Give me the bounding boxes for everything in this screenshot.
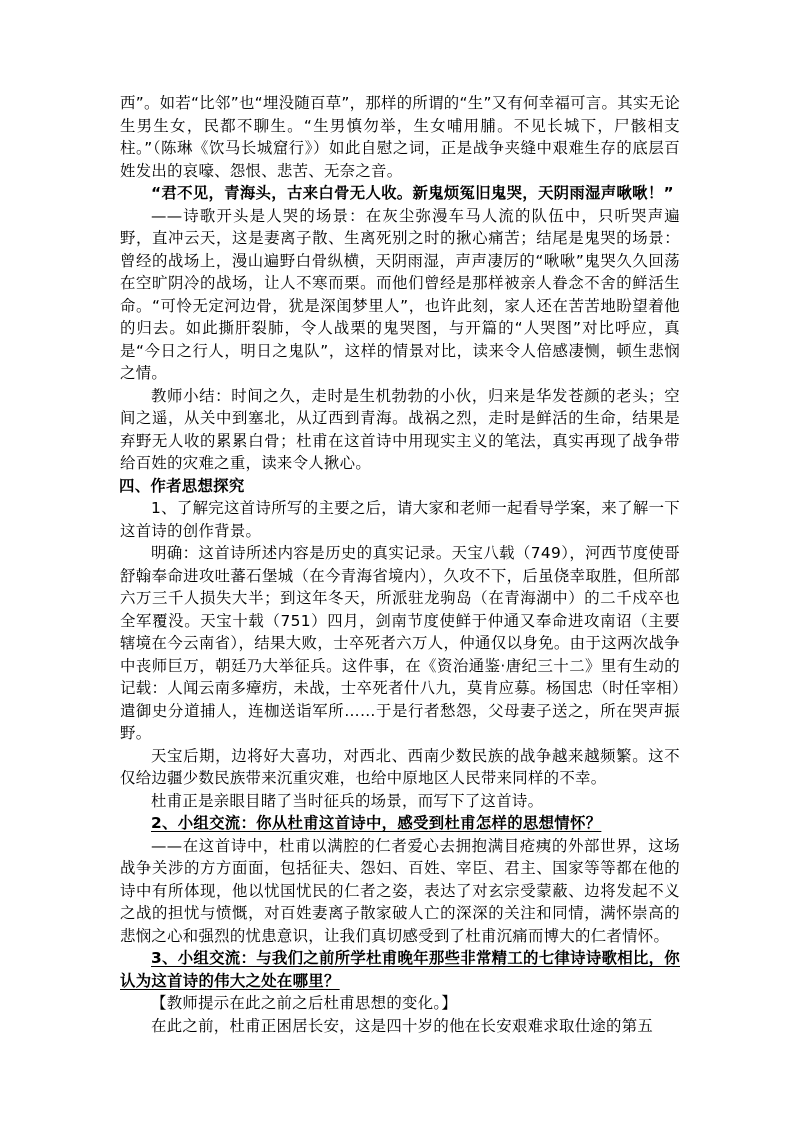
paragraph-final: 在此之前，杜甫正困居长安，这是四十岁的他在长安艰难求取仕途的第五 [151,1016,654,1035]
paragraph-answer-2: ——在这首诗中，杜甫以满腔的仁者爱心去拥抱满目疮痍的外部世界，这场战争关涉的方方面面，包括征夫、怨妇、百姓、宰臣、君主、国家等等都在他的诗中有所体现，他以忧国忧民的仁者之姿，表达了对玄宗受蒙蔽、边将发起不义之战的担忧与愤慨，对百姓妻离子散家破人亡的深深的关注和同情，满怀崇高的悲悯之心和强烈的忧患意识，让我们真切感受到了杜甫沉痛而博大的仁者情怀。 [120,836,680,945]
paragraph-analysis: ——诗歌开头是人哭的场景：在灰尘弥漫车马人流的队伍中，只听哭声遍野，直冲云天，这是妻离子散、生离死别之时的揪心痛苦；结尾是鬼哭的场景：曾经的战场上，漫山遍野白骨纵横，天阴雨湿，声声凄厉的“啾啾”鬼哭久久回荡在空旷阴冷的战场，让人不寒而栗。而他们曾经是那样被亲人眷念不舍的鲜活生命。“可怜无定河边骨，犹是深闺梦里人”，也许此刻，家人还在苦苦地盼望着他的归去。如此撕肝裂肺，令人战栗的鬼哭图，与开篇的“人哭图”对比呼应，真是“今日之行人，明日之鬼队”，这样的情景对比，读来令人倍感凄恻，顿生悲悯之情。 [120,206,680,382]
section-heading: 四、作者思想探究 [119,476,245,495]
question-3-heading: 3、小组交流：与我们之前所学杜甫晚年那些非常精工的七律诗诗歌相比，你认为这首诗的伟大之处在哪里？ [120,949,680,990]
paragraph-background: 明确：这首诗所述内容是历史的真实记录。天宝八载（749），河西节度使哥舒翰奉命进攻吐蕃石堡城（在今青海省境内），久攻不下，后虽侥幸取胜，但所部六万三千人损失大半；到这年冬天，所派驻龙驹岛（在青海湖中）的二千戍卒也全军覆没。天宝十载（751）四月，剑南节度使鲜于仲通又奉命进攻南诏（主要辖境在今云南省），结果大败，士卒死者六万人，仲通仅以身免。由于这两次战争中丧师巨万，朝廷乃大举征兵。这件事，在《资治通鉴·唐纪三十二》里有生动的记载：人闻云南多瘴疠，未战，士卒死者什八九，莫肯应募。杨国忠（时任宰相）遣御史分道捕人，连枷送诣军所……于是行者愁怨，父母妻子送之，所在哭声振野。 [120,544,680,742]
paragraph-question-1: 1、了解完这首诗所写的主要之后，请大家和老师一起看导学案，来了解一下这首诗的创作背景。 [120,499,680,540]
poem-quote: “君不见，青海头，古来白骨无人收。新鬼烦冤旧鬼哭，天阴雨湿声啾啾！” [151,184,674,202]
paragraph-intro: 西”。如若“比邻”也“埋没随百草”，那样的所谓的“生”又有何幸福可言。其实无论生男生女，民都不聊生。“生男慎勿举，生女哺用脯。不见长城下，尸骸相支柱。”（陈琳《饮马长城窟行》）如此自慰之词，正是战争夹缝中艰难生存的底层百姓发出的哀嚎、怨恨、悲苦、无奈之音。 [120,94,681,180]
paragraph-tianbao: 天宝后期，边将好大喜功，对西北、西南少数民族的战争越来越频繁。这不仅给边疆少数民族带来沉重灾难，也给中原地区人民带来同样的不幸。 [120,746,680,787]
paragraph-dufu-witness: 杜甫正是亲眼目睹了当时征兵的场景，而写下了这首诗。 [151,791,544,810]
paragraph-teacher-summary: 教师小结：时间之久，走时是生机勃勃的小伙，归来是华发苍颜的老头；空间之遥，从关中到塞北，从辽西到青海。战祸之烈，走时是鲜活的生命，结果是弃野无人收的累累白骨；杜甫在这首诗中用现实主义的笔法，真实再现了战争带给百姓的灾难之重，读来令人揪心。 [120,386,680,472]
question-2-heading: 2、小组交流：你从杜甫这首诗中，感受到杜甫怎样的思想情怀？ [151,814,602,832]
document-page [120,92,680,1037]
teacher-hint: 【教师提示在此之前之后杜甫思想的变化。】 [151,994,458,1012]
